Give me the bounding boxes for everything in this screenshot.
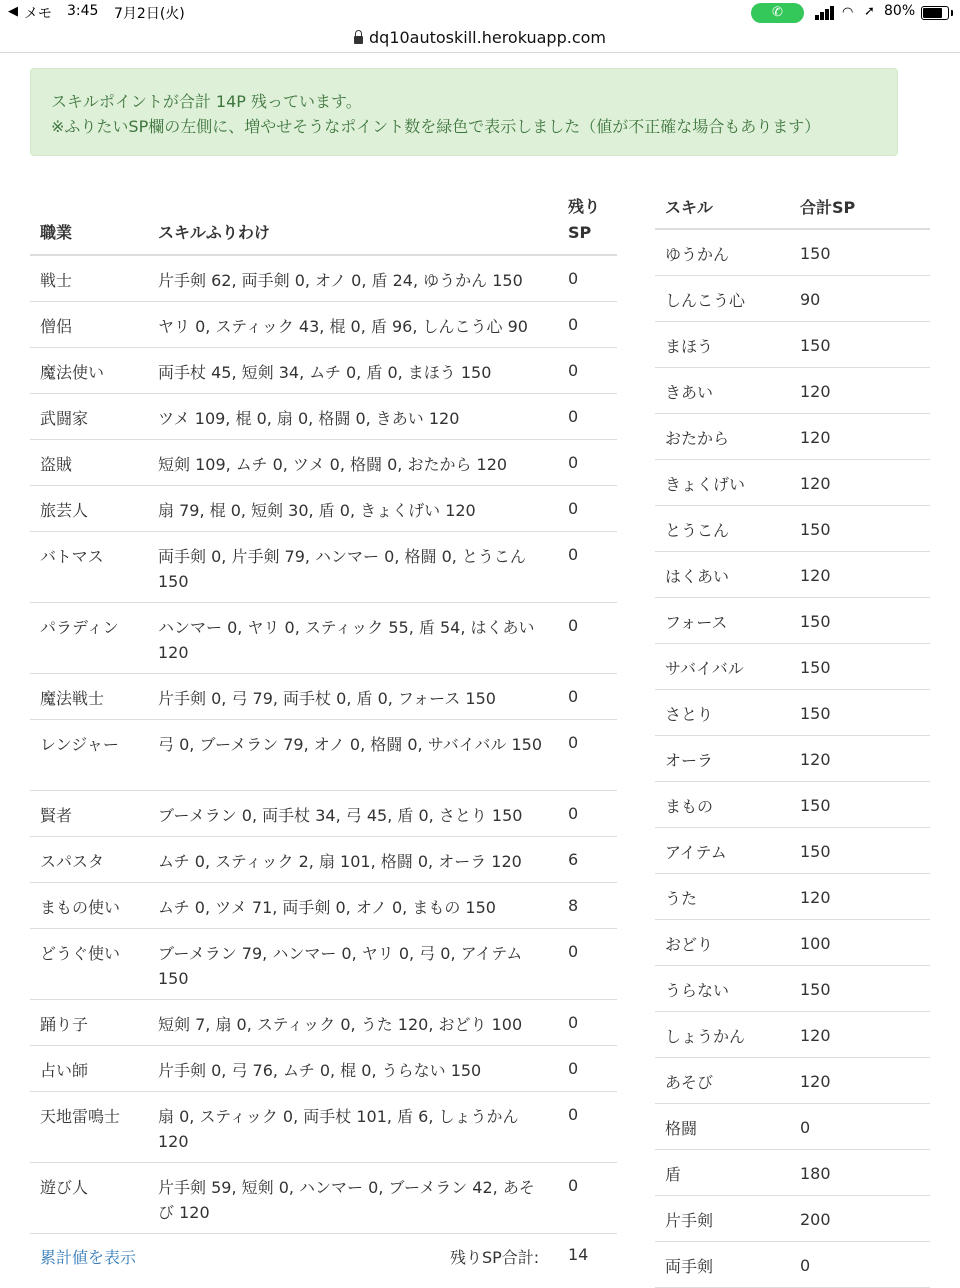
job-cell: 盗賊 (40, 455, 73, 474)
job-cell: まもの使い (40, 898, 121, 917)
status-time: 3:45 (67, 3, 99, 19)
skill-sp-cell: 150 (800, 244, 831, 263)
job-cell: 天地雷鳴士 (40, 1107, 121, 1126)
skill-table-body (655, 230, 930, 1288)
url-bar[interactable] (0, 26, 960, 53)
back-app-label[interactable]: メモ (24, 6, 52, 22)
skill-row (655, 460, 930, 506)
table-row (30, 674, 617, 720)
skill-name-cell: フォース (665, 613, 728, 632)
remaining-cell: 0 (568, 942, 579, 961)
skill-sp-cell: 120 (800, 566, 831, 585)
allocation-cell: 扇 0, スティック 0, 両手杖 101, 盾 6, しょうかん 120 (158, 1107, 519, 1151)
skill-name-cell: まもの (665, 797, 714, 816)
job-cell: 遊び人 (40, 1178, 89, 1197)
skill-row (655, 966, 930, 1012)
remaining-cell: 8 (568, 896, 579, 915)
skill-name-cell: はくあい (665, 567, 730, 586)
remaining-cell: 0 (568, 315, 579, 334)
remaining-cell: 6 (568, 850, 579, 869)
table-body (30, 256, 617, 1234)
location-arrow-icon: ➚ (864, 4, 875, 19)
skill-sp-cell: 180 (800, 1164, 831, 1183)
skill-name-cell: 両手剣 (665, 1257, 714, 1276)
skill-table-header (655, 186, 930, 230)
skill-sp-cell: 150 (800, 842, 831, 861)
skill-name-cell: 片手剣 (665, 1211, 714, 1230)
header-allocation: スキルふりわけ (158, 223, 270, 242)
skill-total-table (655, 186, 930, 1288)
header-total-sp: 合計SP (800, 198, 856, 217)
status-date: 7月2日(火) (114, 6, 185, 22)
skill-row (655, 1012, 930, 1058)
status-bar (0, 0, 960, 26)
job-cell: パラディン (40, 618, 119, 637)
skill-name-cell: ゆうかん (665, 245, 730, 264)
header-remaining-label: 残り SP (568, 197, 601, 242)
table-row (30, 603, 617, 674)
table-row (30, 486, 617, 532)
remaining-cell: 0 (568, 453, 579, 472)
skill-row (655, 598, 930, 644)
job-cell: 魔法使い (40, 363, 105, 382)
skill-sp-cell: 150 (800, 336, 831, 355)
skill-name-cell: きあい (665, 383, 714, 402)
skill-row (655, 1104, 930, 1150)
allocation-cell: ムチ 0, ツメ 71, 両手剣 0, オノ 0, まもの 150 (158, 898, 496, 917)
table-row (30, 1163, 617, 1234)
skill-row (655, 368, 930, 414)
skill-name-cell: おどり (665, 935, 714, 954)
skill-sp-cell: 120 (800, 1072, 831, 1091)
skill-row (655, 1058, 930, 1104)
skill-row (655, 414, 930, 460)
remaining-cell: 0 (568, 1059, 579, 1078)
allocation-cell: ツメ 109, 棍 0, 扇 0, 格闘 0, きあい 120 (158, 409, 460, 428)
job-cell: バトマス (40, 547, 104, 566)
job-cell: 賢者 (40, 806, 73, 825)
phone-call-icon[interactable]: ✆ (751, 3, 804, 23)
skill-row (655, 874, 930, 920)
remaining-cell: 0 (568, 1105, 579, 1124)
remaining-cell: 0 (568, 1013, 579, 1032)
job-cell: 踊り子 (40, 1015, 89, 1034)
skill-name-cell: オーラ (665, 751, 714, 770)
skill-sp-cell: 120 (800, 750, 831, 769)
table-row (30, 348, 617, 394)
table-row (30, 532, 617, 603)
table-row (30, 929, 617, 1000)
skill-allocation-table (30, 186, 617, 1278)
skill-name-cell: とうこん (665, 521, 730, 540)
allocation-cell: ブーメラン 0, 両手杖 34, 弓 45, 盾 0, さとり 150 (158, 806, 523, 825)
skill-name-cell: さとり (665, 705, 714, 724)
table-row (30, 1000, 617, 1046)
remaining-cell: 0 (568, 545, 579, 564)
skill-row (655, 322, 930, 368)
job-cell: 戦士 (40, 271, 73, 290)
skill-name-cell: おたから (665, 429, 730, 448)
job-cell: 武闘家 (40, 409, 89, 428)
job-cell: どうぐ使い (40, 944, 121, 963)
alert-line-1: スキルポイントが合計 14P 残っています。 (51, 92, 362, 111)
table-footer (30, 1234, 617, 1278)
remaining-cell: 0 (568, 269, 579, 288)
skill-sp-cell: 150 (800, 796, 831, 815)
skill-row (655, 690, 930, 736)
skill-name-cell: うらない (665, 981, 730, 1000)
show-cumulative-link[interactable]: 累計値を表示 (40, 1248, 137, 1267)
skill-row (655, 506, 930, 552)
skill-name-cell: しょうかん (665, 1027, 746, 1046)
skill-name-cell: サバイバル (665, 659, 744, 678)
skill-row (655, 920, 930, 966)
remaining-cell: 0 (568, 1176, 579, 1195)
skill-name-cell: あそび (665, 1073, 714, 1092)
table-row (30, 394, 617, 440)
skill-sp-cell: 90 (800, 290, 821, 309)
skill-sp-cell: 100 (800, 934, 831, 953)
job-cell: スパスタ (40, 852, 105, 871)
skill-name-cell: きょくげい (665, 475, 746, 494)
skill-row (655, 1150, 930, 1196)
table-header (30, 186, 617, 256)
remaining-cell: 0 (568, 361, 579, 380)
skill-name-cell: アイテム (665, 843, 727, 862)
skill-name-cell: うた (665, 889, 698, 908)
job-cell: 魔法戦士 (40, 689, 105, 708)
table-row (30, 1046, 617, 1092)
allocation-cell: 片手剣 62, 両手剣 0, オノ 0, 盾 24, ゆうかん 150 (158, 271, 523, 290)
allocation-cell: 扇 79, 棍 0, 短剣 30, 盾 0, きょくげい 120 (158, 501, 476, 520)
allocation-cell: ムチ 0, スティック 2, 扇 101, 格闘 0, オーラ 120 (158, 852, 522, 871)
job-cell: 僧侶 (40, 317, 73, 336)
skill-name-cell: 格闘 (665, 1119, 698, 1138)
table-row (30, 791, 617, 837)
allocation-cell: ブーメラン 79, ハンマー 0, ヤリ 0, 弓 0, アイテム 150 (158, 944, 523, 988)
skill-sp-cell: 120 (800, 428, 831, 447)
skill-name-cell: 盾 (665, 1165, 682, 1184)
job-cell: 旅芸人 (40, 501, 89, 520)
job-cell: レンジャー (40, 735, 119, 754)
table-row (30, 1092, 617, 1163)
alert-success (30, 68, 898, 156)
allocation-cell: 短剣 7, 扇 0, スティック 0, うた 120, おどり 100 (158, 1015, 523, 1034)
skill-sp-cell: 150 (800, 612, 831, 631)
skill-row (655, 644, 930, 690)
allocation-cell: 片手剣 59, 短剣 0, ハンマー 0, ブーメラン 42, あそび 120 (158, 1178, 535, 1222)
allocation-cell: ハンマー 0, ヤリ 0, スティック 55, 盾 54, はくあい 120 (158, 618, 535, 662)
allocation-cell: 片手剣 0, 弓 79, 両手杖 0, 盾 0, フォース 150 (158, 689, 496, 708)
allocation-cell: 両手剣 0, 片手剣 79, ハンマー 0, 格闘 0, とうこん 150 (158, 547, 526, 591)
remaining-cell: 0 (568, 499, 579, 518)
alert-line-2: ※ふりたいSP欄の左側に、増やせそうなポイント数を緑色で表示しました（値が不正確な場合もあります） (51, 117, 821, 136)
battery-icon (921, 6, 949, 20)
lock-icon (354, 36, 363, 44)
remaining-cell: 0 (568, 733, 579, 752)
skill-row (655, 828, 930, 874)
skill-row (655, 736, 930, 782)
skill-sp-cell: 0 (800, 1256, 811, 1275)
skill-name-cell: しんこう心 (665, 291, 746, 310)
header-job: 職業 (40, 223, 73, 242)
cellular-signal-icon (815, 6, 837, 20)
remaining-cell: 0 (568, 687, 579, 706)
skill-sp-cell: 150 (800, 658, 831, 677)
table-row (30, 256, 617, 302)
skill-row (655, 1242, 930, 1288)
skill-name-cell: まほう (665, 337, 714, 356)
skill-sp-cell: 120 (800, 382, 831, 401)
table-row (30, 302, 617, 348)
skill-sp-cell: 0 (800, 1118, 811, 1137)
url-domain: dq10autoskill.herokuapp.com (369, 28, 606, 47)
job-cell: 占い師 (40, 1061, 89, 1080)
allocation-cell: 短剣 109, ムチ 0, ツメ 0, 格闘 0, おたから 120 (158, 455, 508, 474)
total-remaining-label: 残りSP合計: (450, 1248, 540, 1267)
allocation-cell: 弓 0, ブーメラン 79, オノ 0, 格闘 0, サバイバル 150 (158, 735, 543, 754)
table-row (30, 440, 617, 486)
battery-percent: 80% (884, 3, 916, 19)
skill-row (655, 276, 930, 322)
table-row (30, 720, 617, 791)
table-row (30, 883, 617, 929)
skill-sp-cell: 120 (800, 474, 831, 493)
back-arrow-icon[interactable]: ◀ (8, 4, 18, 19)
allocation-cell: 片手剣 0, 弓 76, ムチ 0, 棍 0, うらない 150 (158, 1061, 482, 1080)
skill-sp-cell: 150 (800, 704, 831, 723)
skill-sp-cell: 120 (800, 1026, 831, 1045)
skill-row (655, 782, 930, 828)
skill-sp-cell: 150 (800, 980, 831, 999)
wifi-icon: ◠ (842, 5, 854, 20)
table-row (30, 837, 617, 883)
remaining-cell: 0 (568, 804, 579, 823)
skill-sp-cell: 120 (800, 888, 831, 907)
remaining-cell: 0 (568, 407, 579, 426)
remaining-cell: 0 (568, 616, 579, 635)
allocation-cell: ヤリ 0, スティック 43, 棍 0, 盾 96, しんこう心 90 (158, 317, 528, 336)
allocation-cell: 両手杖 45, 短剣 34, ムチ 0, 盾 0, まほう 150 (158, 363, 492, 382)
skill-row (655, 1196, 930, 1242)
header-skill: スキル (665, 198, 713, 217)
skill-sp-cell: 200 (800, 1210, 831, 1229)
skill-sp-cell: 150 (800, 520, 831, 539)
skill-row (655, 230, 930, 276)
total-remaining-value: 14 (568, 1245, 589, 1264)
header-remaining (568, 194, 608, 246)
skill-row (655, 552, 930, 598)
